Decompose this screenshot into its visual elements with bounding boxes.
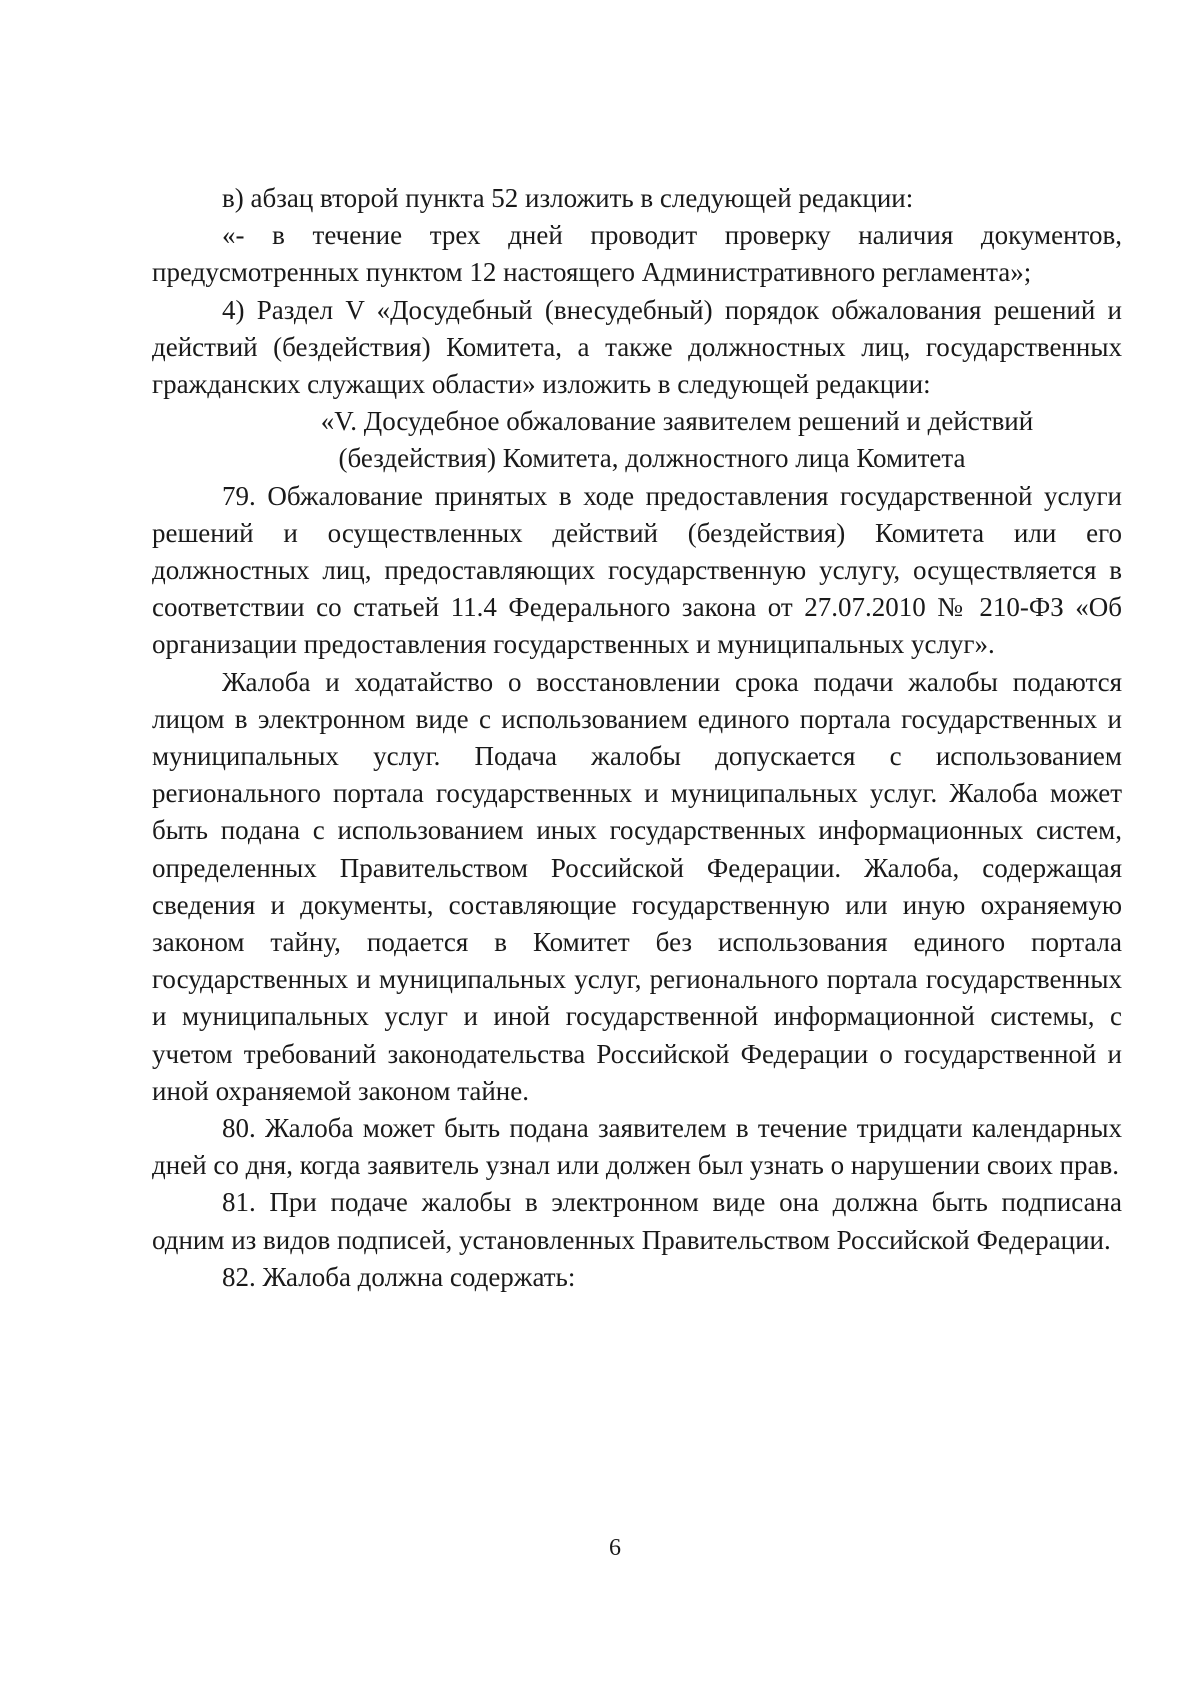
- paragraph-81: 81. При подаче жалобы в электронном виде она должна быть подписана одним из видов подписей, установленных Правительством Российской Федерации.: [152, 1187, 1122, 1255]
- paragraph-79: 79. Обжалование принятых в ходе предоставления государственной услуги решений и осуществленных действий (бездействия) Комитета или его должностных лиц, предоставляющих государственную услугу, осуществляется в соответствии со статьей 11.4 Федерального закона от 27.07.2010 № 210-ФЗ «Об организации предоставления государственных и муниципальных услуг».: [152, 480, 1122, 660]
- paragraph-complaint-submission: Жалоба и ходатайство о восстановлении срока подачи жалобы подаются лицом в электронном виде с использованием единого портала государственных и муниципальных услуг. Подача жалобы допускается с использованием регионального портала государственных и муниципальных услуг. Жалоба может быть подана с использованием иных государственных информационных систем, определенных Правительством Российской Федерации. Жалоба, содержащая сведения и документы, составляющие государственную или иную охраняемую законом тайну, подается в Комитет без использования единого портала государственных и муниципальных услуг, регионального портала государственных и муниципальных услуг и иной государственной информационной системы, с учетом требований законодательства Российской Федерации о государственной и иной охраняемой законом тайне.: [152, 666, 1122, 1106]
- page-number: 6: [609, 1535, 621, 1561]
- paragraph-amendment-v: в) абзац второй пункта 52 изложить в следующей редакции:: [222, 183, 914, 213]
- paragraph-section-v-amendment: 4) Раздел V «Досудебный (внесудебный) порядок обжалования решений и действий (бездействия) Комитета, а также должностных лиц, государственных гражданских служащих области» изложить в следующей редакции:: [152, 294, 1122, 400]
- section-heading-line-1: «V. Досудебное обжалование заявителем решений и действий: [320, 406, 1034, 437]
- document-body: [152, 180, 1122, 1296]
- paragraph-80: 80. Жалоба может быть подана заявителем в течение тридцати календарных дней со дня, когда заявитель узнал или должен был узнать о нарушении своих прав.: [152, 1113, 1122, 1181]
- paragraph-quote-check-docs: «- в течение трех дней проводит проверку наличия документов, предусмотренных пунктом 12 настоящего Административного регламента»;: [152, 220, 1122, 288]
- section-heading-line-2: (бездействия) Комитета, должностного лица Комитета: [338, 443, 966, 474]
- paragraph-82: 82. Жалоба должна содержать:: [222, 1261, 576, 1292]
